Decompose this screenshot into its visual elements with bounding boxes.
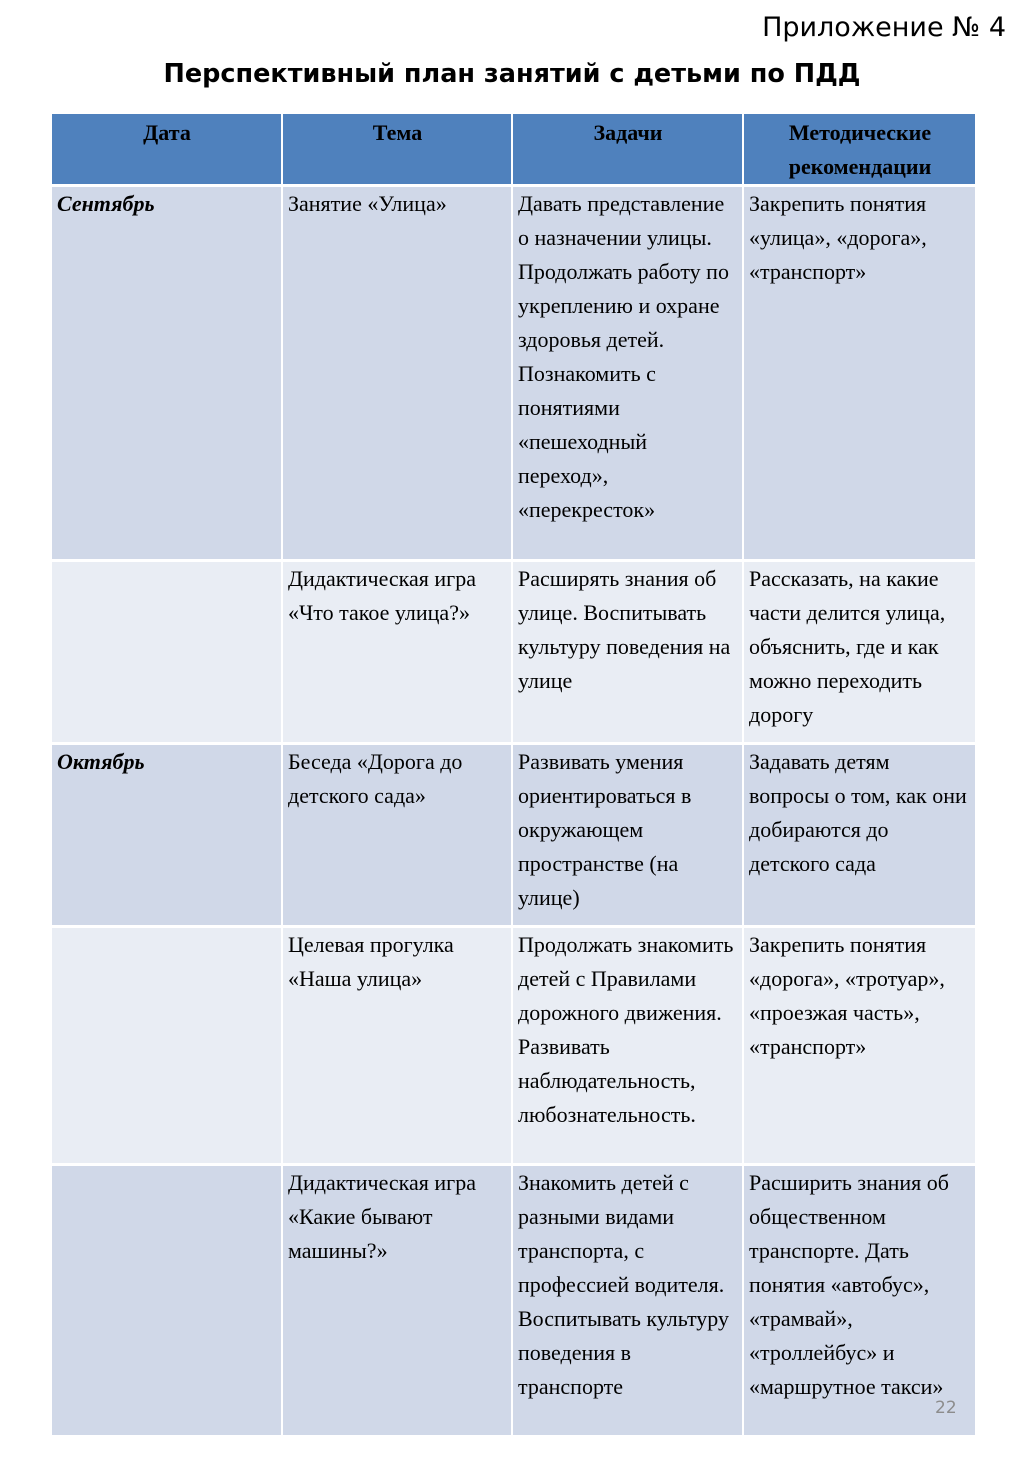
column-header-topic: Тема [283,114,513,187]
document-title: Перспективный план занятий с детьми по ПДД [163,59,861,89]
date-cell: Октябрь [52,745,283,928]
table-row [52,745,975,928]
date-cell [52,1166,283,1438]
recommendations-cell: Рассказать, на какие части делится улица, объяснить, где и как можно переходить дорогу [744,562,975,745]
recommendations-cell: Расширить знания об общественном транспорте. Дать понятия «автобус», «трамвай», «троллейбус» и «маршрутное такси» [744,1166,975,1438]
lesson-plan-table [52,114,975,1438]
tasks-cell: Давать представление о назначении улицы. Продолжать работу по укреплению и охране здоровья детей. Познакомить с понятиями «пешеходный переход», «перекресток» [513,187,744,562]
appendix-label: Приложение № 4 [762,12,1006,43]
date-cell [52,562,283,745]
column-header-date: Дата [52,114,283,187]
date-cell: Сентябрь [52,187,283,562]
tasks-cell: Развивать умения ориентироваться в окружающем пространстве (на улице) [513,745,744,928]
table-row [52,187,975,562]
column-header-recommendations: Методические рекомендации [744,114,975,187]
topic-cell: Дидактическая игра «Что такое улица?» [283,562,513,745]
recommendations-cell: Закрепить понятия «улица», «дорога», «транспорт» [744,187,975,562]
recommendations-cell: Закрепить понятия «дорога», «тротуар», «проезжая часть», «транспорт» [744,928,975,1166]
tasks-cell: Продолжать знакомить детей с Правилами дорожного движения. Развивать наблюдательность, любознательность. [513,928,744,1166]
table-row [52,1166,975,1438]
tasks-cell: Расширять знания об улице. Воспитывать культуру поведения на улице [513,562,744,745]
topic-cell: Дидактическая игра «Какие бывают машины?» [283,1166,513,1438]
topic-cell: Целевая прогулка «Наша улица» [283,928,513,1166]
topic-cell: Занятие «Улица» [283,187,513,562]
topic-cell: Беседа «Дорога до детского сада» [283,745,513,928]
table-row [52,562,975,745]
table-row [52,928,975,1166]
tasks-cell: Знакомить детей с разными видами транспорта, с профессией водителя. Воспитывать культуру поведения в транспорте [513,1166,744,1438]
page-number: 22 [935,1398,957,1418]
table-header-row [52,114,975,187]
recommendations-cell: Задавать детям вопросы о том, как они добираются до детского сада [744,745,975,928]
date-cell [52,928,283,1166]
column-header-tasks: Задачи [513,114,744,187]
